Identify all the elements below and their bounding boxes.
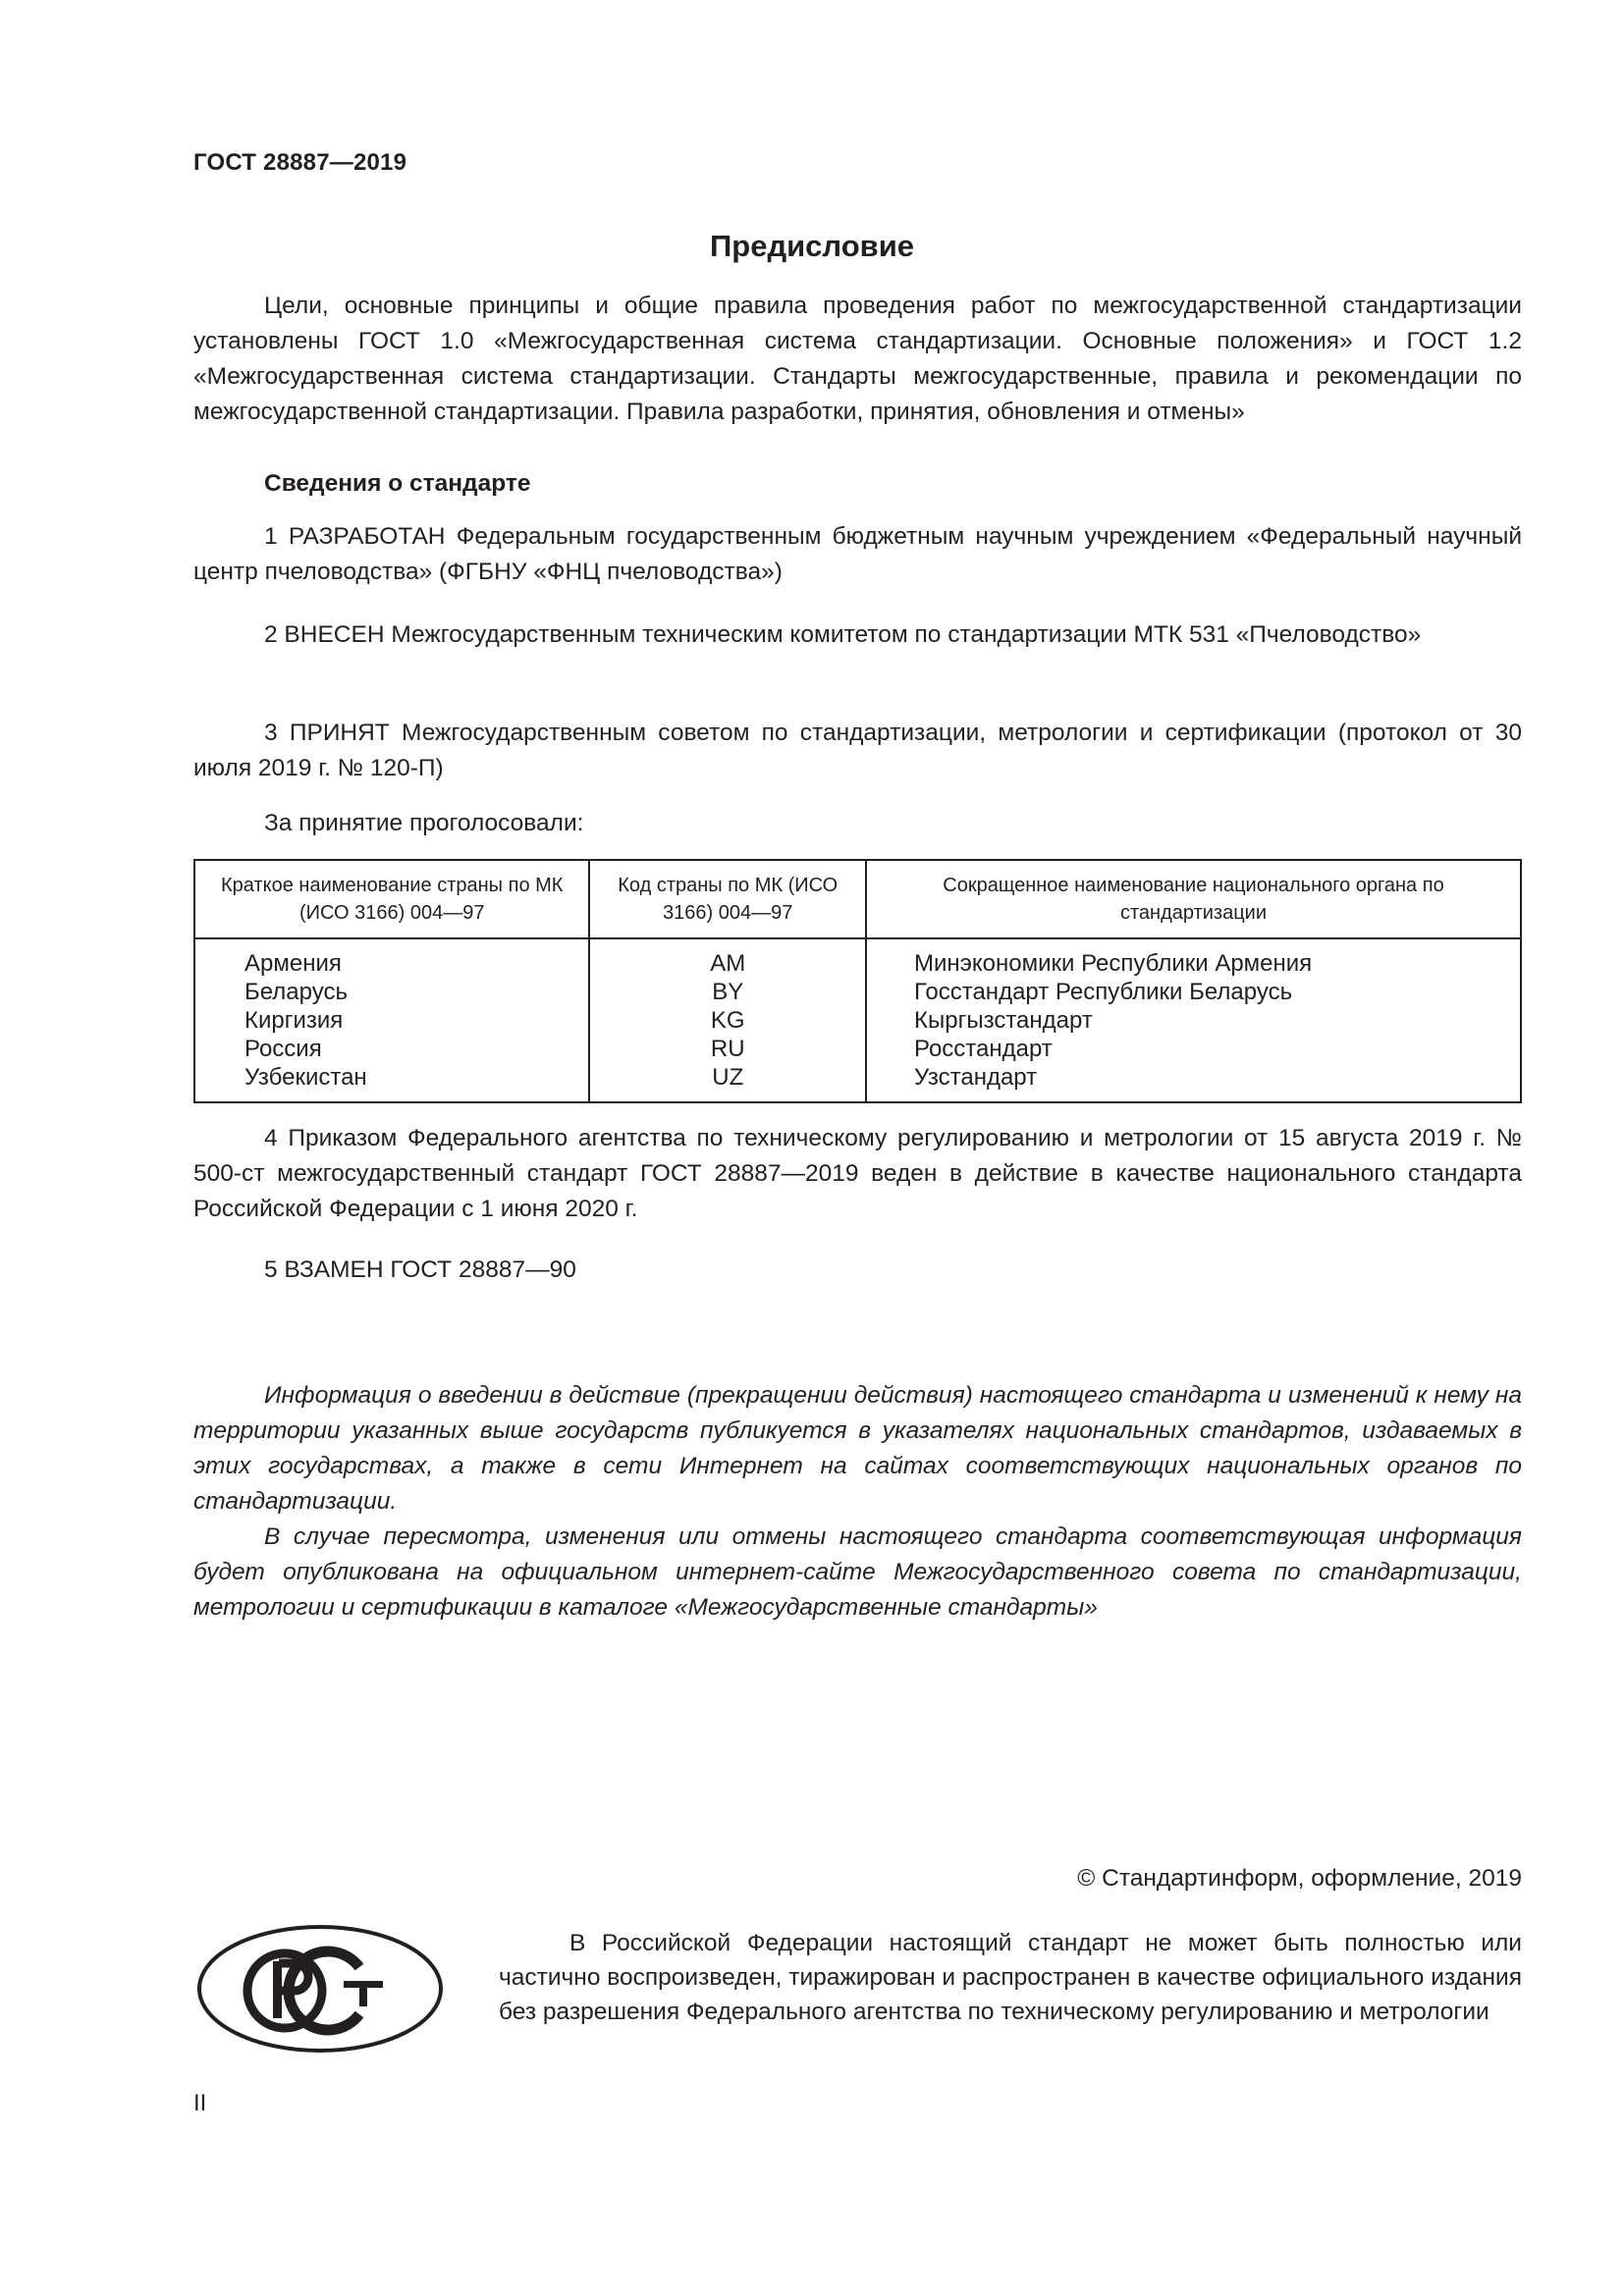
info-block — [193, 1378, 1522, 1626]
section-title: Сведения о стандарте — [264, 470, 531, 497]
item-1-text: 1 РАЗРАБОТАН Федеральным государственным бюджетным научным учреждением «Федеральный научный центр пчеловодства» (ФГБНУ «ФНЦ пчеловодства») — [193, 523, 1522, 585]
voting-countries-table — [193, 859, 1522, 1103]
copyright-line: © Стандартинформ, оформление, 2019 — [1077, 1865, 1522, 1892]
table-row — [194, 938, 1521, 978]
page-number: II — [193, 2090, 207, 2116]
item-3-text: 3 ПРИНЯТ Межгосударственным советом по стандартизации, метрологии и сертификации (протокол от 30 июля 2019 г. № 120-П) — [193, 720, 1522, 781]
header-country-name: Краткое наименование страны по МК (ИСО 3166) 004—97 — [194, 860, 589, 938]
header-country-code: Код страны по МК (ИСО 3166) 004—97 — [589, 860, 866, 938]
item-3 — [193, 716, 1522, 786]
page-title: Предисловие — [709, 229, 914, 263]
cell-code: BY — [589, 978, 866, 1006]
cell-code: UZ — [589, 1063, 866, 1102]
cell-body: Росстандарт — [866, 1035, 1521, 1063]
cell-body: Госстандарт Республики Беларусь — [866, 978, 1521, 1006]
rst-certification-mark-icon — [196, 1924, 444, 2054]
intro-paragraph — [193, 289, 1522, 430]
item-2-text: 2 ВНЕСЕН Межгосударственным техническим комитетом по стандартизации МТК 531 «Пчеловодство» — [264, 621, 1422, 648]
item-2 — [193, 617, 1522, 653]
table-row — [194, 978, 1521, 1006]
document-code-header: ГОСТ 28887—2019 — [193, 149, 407, 176]
item-5-text: 5 ВЗАМЕН ГОСТ 28887—90 — [264, 1256, 576, 1283]
vote-label: За принятие проголосовали: — [264, 810, 584, 836]
copyright-notice: В Российской Федерации настоящий стандарт не может быть полностью или частично воспроизведен, тиражирован и распространен в качестве официального издания без разрешения Федерального агентства по техническому регулированию и метрологии — [499, 1930, 1522, 2025]
cell-code: AM — [589, 938, 866, 978]
item-1 — [193, 519, 1522, 590]
table-row — [194, 1035, 1521, 1063]
cell-code: RU — [589, 1035, 866, 1063]
cell-country: Узбекистан — [244, 1064, 367, 1091]
header-standards-body: Сокращенное наименование национального органа по стандартизации — [866, 860, 1521, 938]
intro-text: Цели, основные принципы и общие правила проведения работ по межгосударственной стандартизации установлены ГОСТ 1.0 «Межгосударственная система стандартизации. Основные положения» и ГОСТ 1.2 «Межгосударственная система стандартизации. Стандарты межгосударственные, правила и рекомендации по межгосударственной стандартизации. Правила разработки, принятия, обновления и отмены» — [193, 293, 1522, 425]
info-paragraph-2: В случае пересмотра, изменения или отмены настоящего стандарта соответствующая информация будет опубликована на официальном интернет-сайте Межгосударственного совета по стандартизации, метрологии и сертификации в каталоге «Межгосударственные стандарты» — [193, 1523, 1522, 1621]
cell-body: Кыргызстандарт — [866, 1006, 1521, 1035]
cell-country: Киргизия — [244, 1007, 344, 1034]
cell-code: KG — [589, 1006, 866, 1035]
cell-country: Армения — [244, 950, 342, 977]
table-row — [194, 1063, 1521, 1102]
cell-country: Россия — [244, 1036, 322, 1062]
info-paragraph-1: Информация о введении в действие (прекращении действия) настоящего стандарта и изменений к нему на территории указанных выше государств публикуется в указателях национальных стандартов, издаваемых в этих государствах, а также в сети Интернет на сайтах соответствующих национальных органов по стандартизации. — [193, 1382, 1522, 1515]
item-4 — [193, 1121, 1522, 1227]
cell-body: Минэкономики Республики Армения — [866, 938, 1521, 978]
table-header-row — [194, 860, 1521, 938]
table-row — [194, 1006, 1521, 1035]
item-4-text: 4 Приказом Федерального агентства по техническому регулированию и метрологии от 15 августа 2019 г. № 500-ст межгосударственный стандарт ГОСТ 28887—2019 веден в действие в качестве национального стандарта Российской Федерации с 1 июня 2020 г. — [193, 1125, 1522, 1222]
cell-country: Беларусь — [244, 979, 348, 1005]
cell-body: Узстандарт — [866, 1063, 1521, 1102]
